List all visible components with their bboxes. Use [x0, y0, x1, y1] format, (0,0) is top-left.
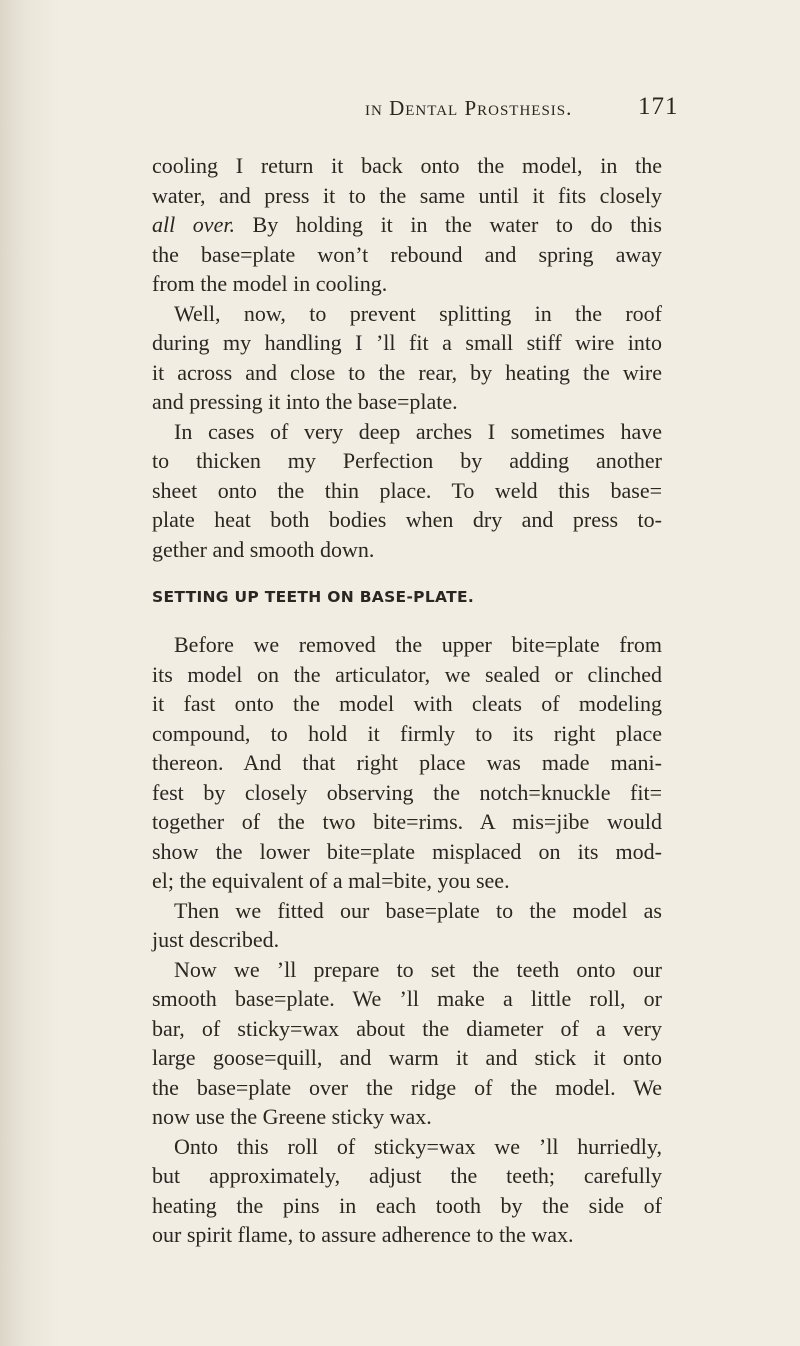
paragraph-block-after-heading: [152, 630, 662, 1250]
text-line: heating the pins in each tooth by the side of: [152, 1192, 662, 1218]
text-line: cooling I return it back onto the model, in the: [152, 153, 662, 178]
text-line: it fast onto the model with cleats of modeling: [152, 691, 662, 716]
text-line: just described.: [152, 927, 280, 952]
text-line: Now we ’ll prepare to set the teeth onto our: [174, 956, 662, 982]
text-line: smooth base=plate. We ’ll make a little roll, or: [152, 986, 662, 1011]
text-line: plate heat both bodies when dry and press to-: [152, 507, 662, 532]
text-line: bar, of sticky=wax about the diameter of a very: [152, 1015, 662, 1041]
text-line: el; the equivalent of a mal=bite, you see.: [152, 868, 510, 893]
body-text: [152, 151, 662, 1250]
text-line: water, and press it to the same until it fits closely: [152, 182, 662, 208]
text-line: it across and close to the rear, by heating the wire: [152, 359, 662, 385]
text-line: our spirit flame, to assure adherence to the wax.: [152, 1222, 574, 1247]
text-line: Then we fitted our base=plate to the model as: [174, 897, 662, 923]
text-line: show the lower bite=plate misplaced on its mod-: [152, 838, 662, 864]
text-line: fest by closely observing the notch=knuckle fit=: [152, 779, 662, 805]
section-heading: SETTING UP TEETH ON BASE-PLATE.: [152, 588, 475, 606]
text-line: Well, now, to prevent splitting in the roof: [174, 300, 662, 326]
text-line: compound, to hold it firmly to its right place: [152, 720, 662, 746]
text-line: from the model in cooling.: [152, 271, 388, 296]
text-line: sheet onto the thin place. To weld this base=: [152, 477, 662, 503]
text-line: now use the Greene sticky wax.: [152, 1104, 432, 1129]
text-line: all over. By holding it in the water to do this: [152, 212, 662, 237]
text-line: the base=plate over the ridge of the model. We: [152, 1074, 662, 1100]
text-line: large goose=quill, and warm it and stick it onto: [152, 1045, 662, 1070]
text-line: thereon. And that right place was made mani-: [152, 750, 662, 775]
text-line: to thicken my Perfection by adding another: [152, 448, 662, 473]
text-line: In cases of very deep arches I sometimes have: [174, 418, 662, 444]
text-line: but approximately, adjust the teeth; carefully: [152, 1163, 662, 1188]
text-line: the base=plate won’t rebound and spring away: [152, 241, 662, 267]
page-number: 171: [638, 93, 679, 120]
text-line: its model on the articulator, we sealed or clinched: [152, 661, 662, 687]
page-header: [0, 93, 800, 126]
text-line: Before we removed the upper bite=plate from: [174, 632, 662, 657]
running-head: in Dental Prosthesis.: [365, 96, 573, 120]
text-line: together of the two bite=rims. A mis=jibe would: [152, 809, 662, 834]
paragraph-block-before-heading: [152, 151, 662, 564]
text-line: gether and smooth down.: [152, 536, 375, 562]
text-line: Onto this roll of sticky=wax we ’ll hurriedly,: [174, 1133, 662, 1159]
text-line: and pressing it into the base=plate.: [152, 389, 458, 414]
text-line: during my handling I ’ll fit a small stiff wire into: [152, 330, 662, 355]
